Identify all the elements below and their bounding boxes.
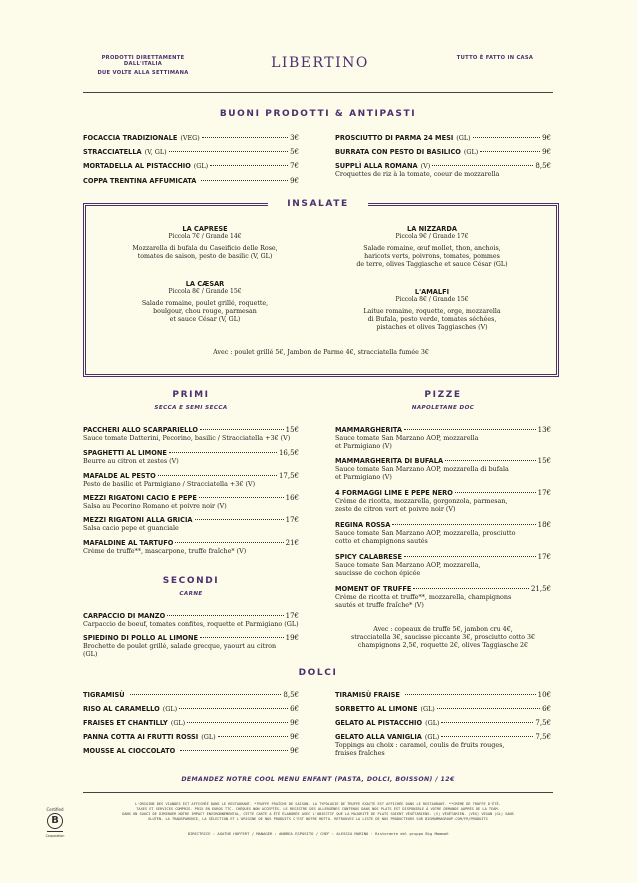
- menu-item: [83, 449, 299, 457]
- menu-item: [335, 719, 551, 727]
- item-description: Sauce tomate Datterini, Pecorino, basilic / Stracciatella +3€ (V): [83, 434, 291, 442]
- salad-desc-line1: Salade romaine, œuf mollet, thon, anchois,: [363, 245, 501, 252]
- salad-extras: Avec : poulet grillé 5€, Jambon de Parme 4€, stracciatella fumée 3€: [213, 349, 429, 356]
- item-price: 21€: [285, 539, 299, 547]
- item-name: MOUSSE AL CIOCCOLATO: [83, 747, 176, 755]
- menu-item: [335, 553, 551, 561]
- item-price: 8,5€: [535, 162, 551, 170]
- item-name: GELATO ALLA VANIGLIA: [335, 733, 422, 741]
- item-price: 15€: [285, 426, 299, 434]
- brand-logo: LIBERTINO: [271, 55, 369, 71]
- desc-line: Crème de ricotta, mozzarella, gorgonzola, parmesan,: [335, 497, 508, 505]
- menu-item: [83, 177, 299, 185]
- b-corp-icon: B: [47, 813, 63, 829]
- menu-item: [335, 134, 551, 142]
- desc-line: Sauce tomate San Marzano AOP, mozzarella: [335, 434, 479, 442]
- salad-size: Piccola 7€ / Grande 14€: [168, 233, 242, 240]
- leader-dots: [404, 429, 536, 430]
- salad-desc-line1: Salade romaine, poulet grillé, roquette,: [141, 300, 269, 307]
- item-description: Pesto de basilic et Parmigiano / Stracciatella +3€ (V): [83, 480, 256, 488]
- leader-dots: [175, 542, 283, 543]
- item-description: [335, 562, 480, 577]
- salad-amalfi: [322, 288, 542, 331]
- item-description: Salsa au Pecorino Romano et poivre noir (V): [83, 502, 227, 510]
- leader-dots: [413, 588, 529, 589]
- salad-desc-line2: boulgour, chou rouge, parmesan: [153, 307, 257, 315]
- leader-dots: [441, 722, 533, 723]
- menu-item: [83, 516, 299, 524]
- leader-dots: [130, 694, 282, 695]
- menu-item: [335, 426, 551, 434]
- salad-name: LA NIZZARDA: [407, 225, 457, 233]
- salad-size: Piccola 8€ / Grande 15€: [395, 296, 469, 303]
- item-price: 19€: [285, 634, 299, 642]
- footer-divider: [83, 792, 553, 793]
- item-name: MEZZI RIGATONI ALLA GRICIA: [83, 516, 193, 524]
- antipasti-title: BUONI PRODOTTI & ANTIPASTI: [219, 109, 417, 119]
- item-description: Salsa cacio pepe et guanciale: [83, 524, 179, 532]
- desc-line: saucisse de cochon épicée: [335, 568, 421, 577]
- salad-size: Piccola 8€ / Grande 15€: [168, 288, 242, 295]
- leader-dots: [437, 708, 540, 709]
- item-price: 9€: [542, 148, 551, 156]
- salad-name: LA CÆSAR: [185, 280, 225, 288]
- item-description: Beurre au citron et zestes (V): [83, 457, 179, 465]
- pizza-extras: [320, 626, 566, 649]
- item-tag: (V): [420, 162, 431, 170]
- salad-desc-line1: Mozzarella di bufala du Caseificio delle Rose,: [132, 245, 278, 252]
- item-name: MOMENT OF TRUFFE: [335, 585, 412, 593]
- salad-size: Piccola 9€ / Grande 17€: [395, 233, 469, 240]
- bcorp-logo: [45, 807, 65, 838]
- item-tag: (GL): [425, 719, 440, 727]
- salad-desc-line3: pistaches et olives Taggiasches (V): [376, 323, 488, 331]
- leader-dots: [167, 615, 283, 616]
- item-price: 16,5€: [278, 449, 299, 457]
- item-name: PROSCIUTTO DI PARMA 24 MESI: [335, 134, 454, 142]
- menu-item: [335, 521, 551, 529]
- desc-line: Sauce tomate San Marzano AOP, mozzarella, prosciutto: [335, 529, 516, 537]
- item-price: 9€: [290, 733, 299, 741]
- item-price: 9€: [542, 134, 551, 142]
- leader-dots: [480, 151, 540, 152]
- legal-line: GLUTEN. LA TRANSPARENCE, LA SÉLECTION ET L'ORIGINE DE NOS PRODUITS C'EST NOTRE MOTTO. RETROUVEZ LA LISTE DE NOS PRODUCTEURS SUR BIGMAMMAGROUP.COM/FR/PRODUITS: [148, 817, 488, 821]
- item-name: FOCACCIA TRADIZIONALE: [83, 134, 178, 142]
- leader-dots: [179, 708, 288, 709]
- item-description: [335, 435, 478, 450]
- menu-item: [335, 585, 551, 593]
- item-name: SPAGHETTI AL LIMONE: [83, 449, 167, 457]
- desc-line: et Parmigiano (V): [335, 472, 392, 481]
- item-tag: (GL): [420, 705, 435, 713]
- header-left: [88, 55, 198, 76]
- kids-menu-note: DEMANDEZ NOTRE COOL MENU ENFANT (PASTA, DOLCI, BOISSON) / 12€: [181, 776, 455, 783]
- item-price: 21,5€: [530, 585, 551, 593]
- desc-line: Toppings au choix : caramel, coulis de fruits rouges,: [335, 741, 505, 749]
- secondi-title: SECONDI: [162, 576, 220, 586]
- item-name: MORTADELLA AL PISTACCHIO: [83, 162, 191, 170]
- desc-line: Sauce tomate San Marzano AOP, mozzarella,: [335, 561, 481, 569]
- item-price: 17€: [537, 489, 551, 497]
- menu-item: [83, 148, 299, 156]
- leader-dots: [455, 492, 536, 493]
- header-divider: [83, 92, 553, 93]
- desc-line: cotto et champignons sautés: [335, 536, 428, 545]
- menu-item: [83, 162, 299, 170]
- item-name: BURRATA CON PESTO DI BASILICO: [335, 148, 461, 156]
- item-description: Crème de truffe**, mascarpone, truffe fraîche* (V): [83, 547, 247, 555]
- menu-item: [83, 719, 299, 727]
- leader-dots: [404, 556, 536, 557]
- item-name: CARPACCIO DI MANZO: [83, 612, 166, 620]
- item-name: COPPA TRENTINA AFFUMICATA: [83, 177, 197, 185]
- staff-credits: DIRECTRICE : AGATHE HOFFERT / MANAGER : ANDREA ESPOSITO / CHEF : ALESSIA MARINO · Ristorante del gruppo Big Mamma®: [187, 831, 449, 836]
- desc-line: Crème de ricotta et truffe**, mozzarella, champignons: [335, 593, 512, 601]
- item-price: 17,5€: [278, 472, 299, 480]
- item-tag: (V, GL): [144, 148, 167, 156]
- salad-name: LA CAPRESE: [182, 225, 228, 233]
- salad-desc-line3: et sauce César (V, GL): [169, 315, 241, 323]
- leader-dots: [441, 736, 533, 737]
- leader-dots: [180, 750, 288, 751]
- item-name: TIRAMISÙ FRAISE: [335, 691, 400, 699]
- salad-caprese: [95, 225, 315, 261]
- item-tag: (GL): [193, 162, 209, 170]
- item-description: [335, 498, 508, 513]
- desc-line: Sauce tomate San Marzano AOP, mozzarella di bufala: [335, 465, 509, 473]
- menu-item: [335, 733, 551, 741]
- item-price: 8,5€: [283, 691, 299, 699]
- menu-item: [83, 134, 299, 142]
- salad-desc-line2: haricots verts, poivrons, tomates, pommes: [364, 252, 500, 260]
- item-name: GELATO AL PISTACCHIO: [335, 719, 423, 727]
- item-description: Brochette de poulet grillé, salade grecque, yaourt au citron: [83, 642, 277, 650]
- leader-dots: [187, 722, 288, 723]
- menu-item: [83, 747, 299, 755]
- item-name: REGINA ROSSA: [335, 521, 391, 529]
- desc-line: et Parmigiano (V): [335, 441, 392, 450]
- menu-item: [335, 162, 551, 170]
- item-price: 17€: [537, 553, 551, 561]
- legal-notice: [83, 802, 553, 822]
- primi-subtitle: SECCA E SEMI SECCA: [154, 405, 228, 411]
- leader-dots: [201, 180, 288, 181]
- item-price: 6€: [290, 705, 299, 713]
- primi-title: PRIMI: [172, 390, 210, 400]
- item-description: [335, 530, 515, 545]
- item-name: SORBETTO AL LIMONE: [335, 705, 418, 713]
- menu-item: [83, 705, 299, 713]
- desc-line: fraises fraîches: [335, 748, 385, 757]
- leader-dots: [392, 524, 535, 525]
- item-description: [335, 466, 509, 481]
- item-price: 9€: [290, 747, 299, 755]
- leader-dots: [210, 165, 288, 166]
- item-name: PACCHERI ALLO SCARPARIELLO: [83, 426, 198, 434]
- menu-item: [83, 733, 299, 741]
- salad-desc-line1: Laitue romaine, roquette, orge, mozzarella: [363, 308, 501, 315]
- item-price: 18€: [537, 521, 551, 529]
- leader-dots: [169, 452, 277, 453]
- item-price: 16€: [285, 494, 299, 502]
- menu-item: [335, 705, 551, 713]
- leader-dots: [200, 429, 284, 430]
- pizze-subtitle: NAPOLETANE DOC: [411, 405, 475, 411]
- item-price: 17€: [285, 612, 299, 620]
- leader-dots: [218, 736, 288, 737]
- header-left-line2: DUE VOLTE ALLA SETTIMANA: [97, 70, 189, 76]
- legal-line: TAXES ET SERVICES COMPRIS. PRIX EN EUROS TTC. CHÈQUES NON ACCEPTÉS. LE REGISTRE DES ALLERGÈNES CONTENUS DANS NOS PLATS EST DISPONIBLE À VOTRE DEMANDE AUPRÈS DE LA TEAM.: [136, 807, 500, 811]
- item-price: 5€: [290, 148, 299, 156]
- salad-desc-line2: tomates de saison, pesto de basilic (V, GL): [137, 252, 273, 260]
- item-description: Croquettes de riz à la tomate, coeur de mozzarella: [335, 170, 500, 178]
- leader-dots: [202, 137, 288, 138]
- item-name: FRAISES ET CHANTILLY: [83, 719, 168, 727]
- leader-dots: [432, 165, 533, 166]
- item-tag: (GL): [456, 134, 471, 142]
- item-name: RISO AL CARAMELLO: [83, 705, 160, 713]
- item-tag: (GL): [424, 733, 440, 741]
- menu-item: [335, 691, 551, 699]
- item-name: SUPPLÌ ALLA ROMANA: [335, 162, 418, 170]
- bcorp-underline: [47, 831, 63, 832]
- item-description: [335, 594, 511, 609]
- menu-item: [83, 691, 299, 699]
- item-name: MAMMARGHERITA: [335, 426, 403, 434]
- header-right: TUTTO È FATTO IN CASA: [456, 55, 534, 61]
- menu-item: [83, 426, 299, 434]
- legal-line: L'ORIGINE DES VIANDES EST AFFICHÉE DANS LE RESTAURANT. *TRUFFE FRAÎCHE DE SAISON. LA TYPOLOGIE DE TRUFFE EXACTE EST AFFICHÉE DANS LE RESTAURANT. **CRÈME DE TRUFFE D'ÉTÉ.: [135, 802, 501, 806]
- item-name: 4 FORMAGGI LIME E PEPE NERO: [335, 489, 453, 497]
- item-name: SPICY CALABRESE: [335, 553, 403, 561]
- leader-dots: [200, 637, 284, 638]
- item-price: 6€: [542, 705, 551, 713]
- item-price: 10€: [537, 691, 551, 699]
- item-name: MAFALDE AL PESTO: [83, 472, 156, 480]
- salad-name: L'AMALFI: [414, 288, 450, 296]
- item-price: 7,5€: [535, 719, 551, 727]
- item-name: TIGRAMISÙ: [83, 691, 125, 699]
- leader-dots: [169, 151, 289, 152]
- leader-dots: [445, 460, 536, 461]
- item-tag: (GL): [162, 705, 178, 713]
- pizza-extras-line: stracciatella 3€, saucisse piccante 3€, prosciutto cotto 3€: [350, 633, 536, 641]
- menu-item: [83, 472, 299, 480]
- salad-desc-line3: de terre, olives Taggiasche et sauce César (GL): [356, 260, 508, 268]
- bcorp-corporation: Corporation: [45, 834, 65, 838]
- header-left-line1: PRODOTTI DIRETTAMENTE DALL'ITALIA: [101, 55, 185, 67]
- item-price: 15€: [537, 457, 551, 465]
- pizza-extras-line: Avec : copeaux de truffe 5€, jambon cru 4€,: [373, 626, 513, 633]
- desc-line: sautés et truffe fraîche* (V): [335, 600, 424, 609]
- item-description: Carpaccio de boeuf, tomates confites, roquette et Parmigiano (GL): [83, 620, 299, 628]
- dolci-title: DOLCI: [298, 668, 338, 678]
- secondi-subtitle: CARNE: [179, 591, 203, 597]
- item-price: 7€: [290, 162, 299, 170]
- leader-dots: [473, 137, 540, 138]
- leader-dots: [158, 475, 277, 476]
- leader-dots: [405, 694, 536, 695]
- pizza-extras-line: champignons 2,5€, roquette 2€, olives Taggiasche 2€: [357, 641, 529, 649]
- item-description: [335, 742, 504, 757]
- desc-line: zeste de citron vert et poivre noir (V): [335, 504, 456, 513]
- item-name: SPIEDINO DI POLLO AL LIMONE: [83, 634, 199, 642]
- bcorp-certified: Certified: [46, 807, 64, 812]
- item-price: 13€: [537, 426, 551, 434]
- menu-item: [335, 457, 551, 465]
- item-price: 17€: [285, 516, 299, 524]
- menu-item: [335, 148, 551, 156]
- legal-line: DANS UN SOUCI DE DIMINUER NOTRE IMPACT ENVIRONNEMENTAL, CETTE CARTE A ÉTÉ ÉLABORÉE AVEC L'OBJECTIF QUE LA MAJORITÉ DE PLATS SOIENT VÉGÉTARIENS. (V) VÉGÉTARIEN. (VEG) VEGAN (GL) SANS: [122, 812, 514, 816]
- item-tag: (GL): [201, 733, 216, 741]
- salad-nizzarda: [322, 225, 542, 268]
- item-description-line2: (GL): [83, 650, 98, 658]
- item-price: 9€: [290, 719, 299, 727]
- item-price: 3€: [290, 134, 299, 142]
- leader-dots: [195, 519, 284, 520]
- item-price: 7,5€: [535, 733, 551, 741]
- item-name: PANNA COTTA AI FRUTTI ROSSI: [83, 733, 199, 741]
- menu-item: [83, 612, 299, 620]
- item-name: MAFALDINE AL TARTUFO: [83, 539, 174, 547]
- item-tag: (GL): [170, 719, 186, 727]
- item-name: MAMMARGHERITA DI BUFALA: [335, 457, 444, 465]
- salad-caesar: [95, 280, 315, 323]
- item-tag: (VEG): [180, 134, 200, 142]
- menu-item: [83, 539, 299, 547]
- menu-item: [335, 489, 551, 497]
- menu-item: [83, 494, 299, 502]
- leader-dots: [199, 497, 284, 498]
- insalate-title: INSALATE: [268, 199, 368, 209]
- item-name: STRACCIATELLA: [83, 148, 142, 156]
- pizze-title: PIZZE: [424, 390, 462, 400]
- salad-desc-line2: di Bufala, pesto verde, tomates séchées,: [367, 315, 497, 323]
- menu-item: [83, 634, 299, 642]
- item-price: 9€: [290, 177, 299, 185]
- item-name: MEZZI RIGATONI CACIO E PEPE: [83, 494, 197, 502]
- item-tag: (GL): [463, 148, 479, 156]
